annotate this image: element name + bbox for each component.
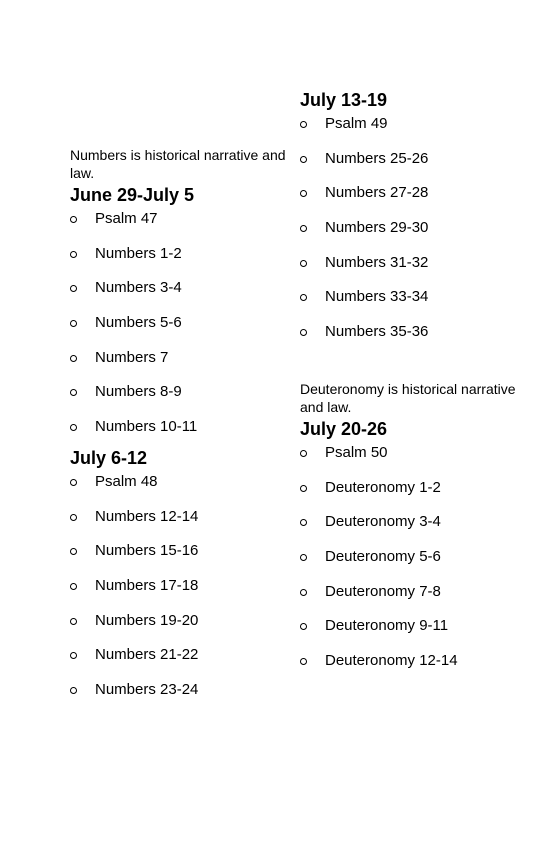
week-july20-26 bbox=[300, 418, 530, 687]
reading-item bbox=[70, 210, 300, 245]
reading-label: Psalm 47 bbox=[95, 210, 158, 227]
reading-item bbox=[300, 444, 530, 479]
reading-label: Numbers 23-24 bbox=[95, 680, 199, 698]
week-title: July 6-12 bbox=[70, 447, 148, 468]
reading-item bbox=[70, 383, 300, 418]
reading-label: Numbers 17-18 bbox=[95, 576, 199, 594]
circle-bullet-icon bbox=[70, 251, 77, 258]
reading-item bbox=[70, 681, 300, 716]
reading-item bbox=[70, 314, 300, 349]
circle-bullet-icon bbox=[300, 329, 307, 336]
circle-bullet-icon bbox=[70, 514, 77, 521]
left-column bbox=[70, 146, 300, 716]
circle-bullet-icon bbox=[70, 320, 77, 327]
reading-item bbox=[300, 184, 530, 219]
reading-label: Numbers 31-32 bbox=[325, 253, 429, 271]
circle-bullet-icon bbox=[300, 294, 307, 301]
circle-bullet-icon bbox=[70, 424, 77, 431]
circle-bullet-icon bbox=[300, 519, 307, 526]
circle-bullet-icon bbox=[300, 554, 307, 561]
reading-item bbox=[70, 508, 300, 543]
reading-item bbox=[300, 548, 530, 583]
reading-item bbox=[300, 288, 530, 323]
reading-label: Numbers 19-20 bbox=[95, 611, 199, 629]
reading-label: Numbers 21-22 bbox=[95, 646, 199, 664]
reading-label: Psalm 48 bbox=[95, 472, 158, 490]
reading-list bbox=[70, 210, 300, 453]
numbers-intro: Numbers is historical narrative and law. bbox=[70, 147, 286, 181]
reading-item bbox=[300, 652, 530, 687]
reading-label: Numbers 29-30 bbox=[325, 219, 429, 237]
circle-bullet-icon bbox=[70, 285, 77, 292]
reading-item bbox=[300, 513, 530, 548]
circle-bullet-icon bbox=[300, 623, 307, 630]
reading-item bbox=[300, 323, 530, 358]
circle-bullet-icon bbox=[70, 548, 77, 555]
week-title: July 20-26 bbox=[300, 418, 388, 439]
reading-label: Numbers 10-11 bbox=[95, 418, 198, 436]
reading-item bbox=[300, 617, 530, 652]
reading-list bbox=[300, 115, 530, 358]
week-title: June 29-July 5 bbox=[70, 185, 195, 205]
reading-label: Deuteronomy 1-2 bbox=[325, 478, 441, 496]
circle-bullet-icon bbox=[300, 658, 307, 665]
week-title: July 13-19 bbox=[300, 90, 388, 110]
reading-item bbox=[300, 479, 530, 514]
reading-list bbox=[300, 444, 530, 687]
reading-label: Numbers 15-16 bbox=[95, 542, 199, 560]
reading-label: Numbers 3-4 bbox=[95, 279, 182, 297]
circle-bullet-icon bbox=[70, 652, 77, 659]
reading-item bbox=[300, 583, 530, 618]
reading-item bbox=[70, 245, 300, 280]
reading-item bbox=[70, 542, 300, 577]
reading-label: Psalm 49 bbox=[325, 115, 388, 132]
reading-label: Numbers 1-2 bbox=[95, 244, 182, 262]
right-column bbox=[300, 89, 530, 687]
reading-item bbox=[300, 150, 530, 185]
reading-label: Numbers 27-28 bbox=[325, 184, 429, 202]
circle-bullet-icon bbox=[300, 121, 307, 128]
reading-item bbox=[300, 115, 530, 150]
circle-bullet-icon bbox=[70, 389, 77, 396]
week-july6-12 bbox=[70, 447, 300, 716]
reading-label: Deuteronomy 5-6 bbox=[325, 547, 441, 565]
circle-bullet-icon bbox=[300, 485, 307, 492]
reading-item bbox=[70, 473, 300, 508]
reading-label: Numbers 35-36 bbox=[325, 323, 429, 341]
reading-label: Numbers 33-34 bbox=[325, 288, 429, 306]
reading-label: Numbers 12-14 bbox=[95, 507, 199, 525]
reading-item bbox=[70, 577, 300, 612]
circle-bullet-icon bbox=[70, 479, 77, 486]
circle-bullet-icon bbox=[300, 260, 307, 267]
circle-bullet-icon bbox=[70, 687, 77, 694]
circle-bullet-icon bbox=[300, 450, 307, 457]
week-june29-july5 bbox=[70, 184, 300, 453]
reading-label: Numbers 8-9 bbox=[95, 383, 182, 401]
reading-label: Numbers 5-6 bbox=[95, 314, 182, 332]
reading-list bbox=[70, 473, 300, 716]
reading-item bbox=[70, 612, 300, 647]
circle-bullet-icon bbox=[300, 589, 307, 596]
reading-label: Psalm 50 bbox=[325, 443, 388, 461]
reading-label: Numbers 7 bbox=[95, 348, 169, 366]
reading-label: Deuteronomy 7-8 bbox=[325, 582, 441, 600]
reading-item bbox=[70, 349, 300, 384]
circle-bullet-icon bbox=[70, 618, 77, 625]
circle-bullet-icon bbox=[300, 225, 307, 232]
reading-label: Deuteronomy 3-4 bbox=[325, 513, 441, 531]
reading-item bbox=[70, 279, 300, 314]
circle-bullet-icon bbox=[70, 216, 77, 223]
reading-label: Deuteronomy 9-11 bbox=[325, 617, 449, 635]
reading-item bbox=[70, 418, 300, 453]
reading-item bbox=[300, 219, 530, 254]
circle-bullet-icon bbox=[70, 583, 77, 590]
circle-bullet-icon bbox=[300, 190, 307, 197]
circle-bullet-icon bbox=[70, 355, 77, 362]
reading-item bbox=[300, 254, 530, 289]
circle-bullet-icon bbox=[300, 156, 307, 163]
deuteronomy-intro: Deuteronomy is historical narrative and law. bbox=[300, 380, 516, 415]
reading-label: Deuteronomy 12-14 bbox=[325, 651, 458, 669]
week-july13-19 bbox=[300, 89, 530, 358]
reading-item bbox=[70, 646, 300, 681]
reading-label: Numbers 25-26 bbox=[325, 149, 429, 167]
